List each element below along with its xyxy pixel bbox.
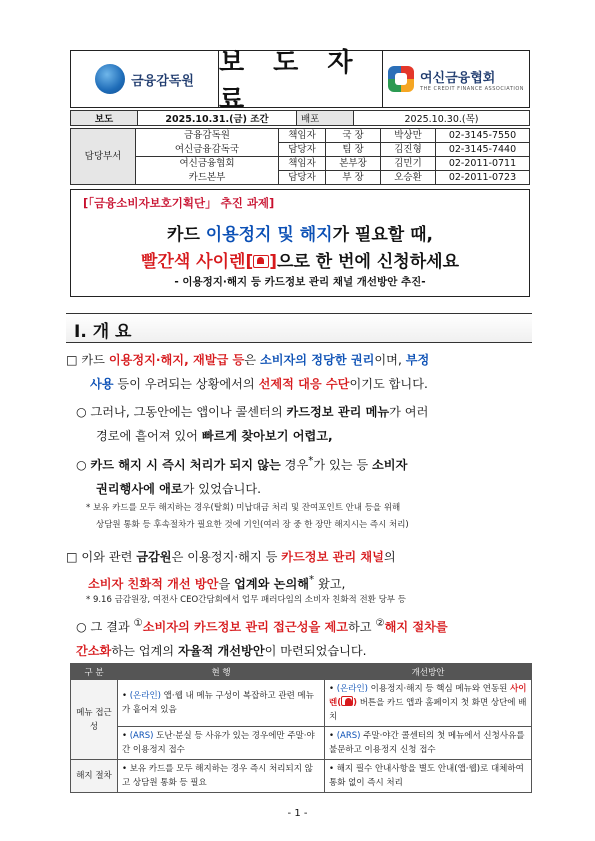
contact-pos: 팀 장 <box>326 143 381 157</box>
section-heading <box>66 313 532 343</box>
fss-logo-icon <box>95 64 125 94</box>
siren-icon <box>341 696 353 706</box>
headline-line2 <box>71 247 529 272</box>
headline-highlight: ] <box>269 252 278 272</box>
text: 을 <box>218 577 235 592</box>
text: 하는 업계의 <box>111 644 178 659</box>
footnote-2: * 9.16 금감원장, 여전사 CEO간담회에서 업무 패러다임의 소비자 친화적 전환 당부 등 <box>86 595 406 605</box>
headline-highlight: 이용정지 및 해지 <box>205 225 333 245</box>
text: 경우 <box>280 458 309 473</box>
highlight: 소비자 <box>372 458 408 473</box>
section-title: Ⅰ. 개 요 <box>74 322 132 342</box>
text: 가 있는 등 <box>313 458 373 473</box>
highlight: 카드 해지 시 즉시 처리가 되지 않는 <box>90 458 281 473</box>
headline-highlight: 빨간색 사이렌[ <box>141 252 254 272</box>
paragraph-2 <box>76 400 536 448</box>
col-header: 현 행 <box>118 664 325 680</box>
cca-logo-cell <box>383 51 529 107</box>
contact-org: 여신금융감독국 <box>136 143 279 157</box>
text: 이기도 합니다. <box>349 377 428 391</box>
text: ○ 그 결과 <box>76 620 134 635</box>
headline-text: 카드 <box>167 225 206 245</box>
highlight: 소비자 친화적 개선 방안 <box>88 577 219 592</box>
contact-role: 책임자 <box>279 157 326 171</box>
contact-tel: 02-2011-0711 <box>436 157 530 171</box>
text: 왔고, <box>314 577 346 592</box>
paragraph-5 <box>76 612 536 663</box>
text: 경로에 흩어져 있어 <box>96 429 202 443</box>
contact-org: 여신금융협회 <box>136 157 279 171</box>
release-table <box>70 110 530 126</box>
highlight: 금감원 <box>136 550 172 564</box>
dist-date: 2025.10.30.(목) <box>354 111 530 126</box>
text: 가 여러 <box>389 405 429 419</box>
contact-name: 김민기 <box>381 157 436 171</box>
contact-role: 담당자 <box>279 143 326 157</box>
row-label: 메뉴 접근성 <box>71 680 118 760</box>
highlight: 자율적 개선방안 <box>177 644 265 659</box>
circled-number: ② <box>375 618 385 629</box>
improved-cell: • 해지 필수 안내사항을 별도 안내(앱·웹)로 대체하여 통화 없이 즉시 처리 <box>325 760 532 793</box>
cell-highlight: ) <box>353 698 357 708</box>
press-date: 2025.10.31.(금) 조간 <box>138 111 297 126</box>
footnote-mark: * <box>309 575 315 586</box>
fss-name: 금융감독원 <box>131 73 194 89</box>
headline-line1 <box>71 220 529 245</box>
contact-tel: 02-3145-7440 <box>436 143 530 157</box>
contact-pos: 부 장 <box>326 171 381 185</box>
page-title: 보 도 자 료 <box>219 48 363 115</box>
headline-text: 가 필요할 때, <box>332 225 433 245</box>
improved-cell: • (온라인) 이용정지·해지 등 핵심 메뉴와 연동된 사이렌( ) 버튼을 카드 앱과 홈페이지 첫 화면 상단에 배치 <box>325 680 532 727</box>
contact-pos: 본부장 <box>326 157 381 171</box>
contact-org: 금융감독원 <box>136 129 279 143</box>
highlight: 카드정보 관리 메뉴 <box>286 405 390 419</box>
highlight: 소비자의 카드정보 관리 접근성을 제고 <box>142 620 349 635</box>
headline-box <box>70 189 530 297</box>
table-row <box>71 760 532 793</box>
page-number: - 1 - <box>287 808 308 819</box>
paragraph-1 <box>66 348 536 396</box>
contact-name: 오승환 <box>381 171 436 185</box>
contact-name: 박상만 <box>381 129 436 143</box>
highlight: 해지 절차를 <box>384 620 448 635</box>
cell-text: 버튼을 카드 앱과 홈페이지 첫 화면 상단에 배치 <box>329 698 527 722</box>
fss-logo-cell <box>71 51 219 107</box>
text: 이 마련되었습니다. <box>264 644 367 659</box>
highlight: 업계와 논의해 <box>234 577 310 592</box>
press-label: 보도 <box>71 111 138 126</box>
cell-text: 이용정지·해지 등 핵심 메뉴와 연동된 <box>367 684 511 694</box>
text: □ 이와 관련 <box>66 550 137 564</box>
paragraph-3 <box>76 450 536 501</box>
title-cell <box>219 48 383 115</box>
text: 은 이용정지·해지 등 <box>171 550 282 564</box>
circled-number: ① <box>133 618 143 629</box>
text: □ 카드 <box>66 353 109 367</box>
footnote-line: * 보유 카드를 모두 해지하는 경우(탈회) 미납대금 처리 및 잔여포인트 안내 등을 위해 <box>86 503 401 513</box>
highlight: 카드정보 관리 채널 <box>281 550 384 564</box>
text: ○ <box>76 458 91 473</box>
text: 은 <box>244 353 260 367</box>
dist-label: 배포 <box>297 111 354 126</box>
contact-role: 책임자 <box>279 129 326 143</box>
contact-name: 김진형 <box>381 143 436 157</box>
col-header: 구 분 <box>71 664 118 680</box>
highlight: 부정 <box>405 353 430 367</box>
col-header: 개선방안 <box>325 664 532 680</box>
highlight: 이용정지·해지, 재발급 등 <box>108 353 245 367</box>
comparison-table <box>70 663 532 793</box>
cca-logo-icon <box>388 66 414 92</box>
cell-text: 주말·야간 콜센터의 첫 메뉴에서 신청사유를 불문하고 이용정지 신청 접수 <box>329 731 525 755</box>
contact-org: 카드본부 <box>136 171 279 185</box>
cell-text: 앱·웹 내 메뉴 구성이 복잡하고 관련 메뉴가 흩어져 있음 <box>122 691 314 715</box>
highlight: 권리행사에 애로 <box>96 482 183 497</box>
footnote-1 <box>86 500 536 534</box>
cell-text: 도난·분실 등 사유가 있는 경우에만 주말·야간 이용정지 접수 <box>122 731 315 755</box>
text: 등이 우려되는 상황에서의 <box>113 377 259 391</box>
siren-icon <box>253 255 269 268</box>
row-label: 해지 절차 <box>71 760 118 793</box>
channel-tag: (ARS) <box>336 731 361 741</box>
headline-text: 으로 한 번에 신청하세요 <box>277 252 459 272</box>
highlight: 사용 <box>90 377 114 391</box>
cell-text: 해지 필수 안내사항을 별도 안내(앱·웹)로 대체하여 통화 없이 즉시 처리 <box>329 764 524 788</box>
highlight: 간소화 <box>76 644 112 659</box>
cca-sub: THE CREDIT FINANCE ASSOCIATION <box>419 85 525 92</box>
text: ○ 그러나, 그동안에는 앱이나 콜센터의 <box>76 405 287 419</box>
contact-tel: 02-3145-7550 <box>436 129 530 143</box>
channel-tag: (ARS) <box>129 731 154 741</box>
cell-text: 보유 카드를 모두 해지하는 경우 즉시 처리되지 않고 상담원 통화 등 필요 <box>122 764 313 788</box>
highlight: 소비자의 정당한 권리 <box>259 353 375 367</box>
highlight: 선제적 대응 수단 <box>258 377 350 391</box>
contacts-table <box>70 128 530 185</box>
footnote-mark: * <box>308 456 314 467</box>
current-cell: • 보유 카드를 모두 해지하는 경우 즉시 처리되지 않고 상담원 통화 등 필요 <box>118 760 325 793</box>
current-cell: • (ARS) 도난·분실 등 사유가 있는 경우에만 주말·야간 이용정지 접수 <box>118 727 325 760</box>
paragraph-4 <box>66 545 536 596</box>
text: 이며, <box>374 353 406 367</box>
text: 의 <box>383 550 396 564</box>
dept-label: 담당부서 <box>71 129 136 185</box>
contact-tel: 02-2011-0723 <box>436 171 530 185</box>
current-cell: • (온라인) 앱·웹 내 메뉴 구성이 복잡하고 관련 메뉴가 흩어져 있음 <box>118 680 325 727</box>
table-row <box>71 680 532 727</box>
contact-role: 담당자 <box>279 171 326 185</box>
cell-highlight: 사이렌( <box>329 684 527 708</box>
table-row <box>71 727 532 760</box>
cca-name: 여신금융협회 <box>419 70 496 86</box>
text: 하고 <box>348 620 376 635</box>
highlight: 빠르게 찾아보기 어렵고, <box>201 429 333 443</box>
contact-pos: 국 장 <box>326 129 381 143</box>
channel-tag: (온라인) <box>129 691 161 701</box>
headline-tag: [「금융소비자보호기획단」 추진 과제] <box>83 196 275 210</box>
header-box <box>70 48 530 115</box>
text: 가 있었습니다. <box>182 482 262 497</box>
footnote-line: 상담원 통화 등 후속절차가 필요한 것에 기인(여러 장 중 한 장만 해지시는 즉시 처리) <box>96 520 409 530</box>
channel-tag: (온라인) <box>336 684 368 694</box>
headline-subtitle: - 이용정지·해지 등 카드정보 관리 채널 개선방안 추진- <box>174 276 426 288</box>
improved-cell: • (ARS) 주말·야간 콜센터의 첫 메뉴에서 신청사유를 불문하고 이용정지 신청 접수 <box>325 727 532 760</box>
